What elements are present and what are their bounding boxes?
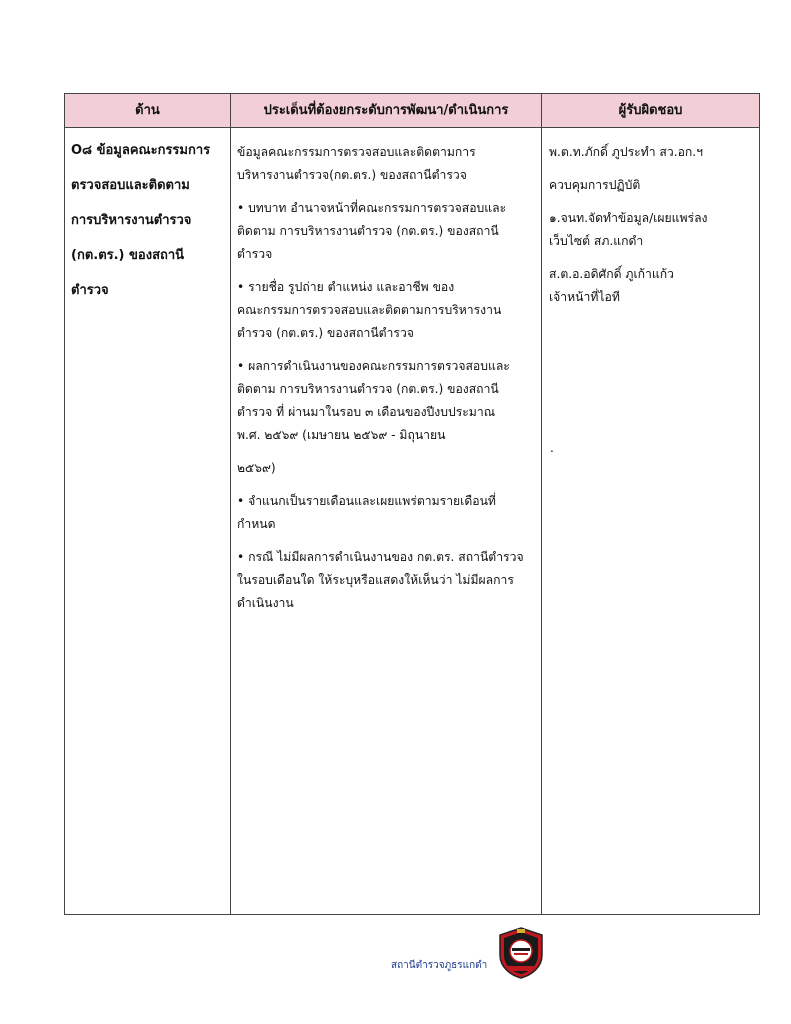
responsible-supervisor: พ.ต.ท.ภักดิ์ ภูประทำ สว.อก.ฯ bbox=[549, 145, 703, 159]
topic-line: ตำรวจ bbox=[71, 283, 109, 298]
text-line: ติดตาม การบริหารงานตำรวจ (กต.ตร.) ของสถานี bbox=[237, 382, 499, 396]
header-responsible: ผู้รับผิดชอบ bbox=[618, 103, 683, 118]
bullet-no-results bbox=[237, 546, 537, 615]
text-line: ตำรวจ bbox=[237, 247, 273, 261]
topic-line: O๘ ข้อมูลคณะกรรมการ bbox=[71, 143, 211, 158]
column-divider-2 bbox=[541, 94, 542, 914]
header-issues: ประเด็นที่ต้องยกระดับการพัฒนา/ดำเนินการ bbox=[263, 103, 509, 118]
topic-line: การบริหารงานตำรวจ bbox=[71, 213, 192, 228]
stray-dot: . bbox=[550, 441, 554, 455]
topic-cell bbox=[71, 141, 229, 316]
header-aspect: ด้าน bbox=[135, 103, 160, 118]
text-line: • จำแนกเป็นรายเดือนและเผยแพร่ตามรายเดือนที่ bbox=[237, 494, 496, 508]
text-line: พ.ศ. ๒๕๖๙ (เมษายน ๒๕๖๙ - มิถุนายน bbox=[237, 428, 446, 442]
text-line: กำหนด bbox=[237, 517, 276, 531]
bullet-results bbox=[237, 355, 537, 447]
column-divider-1 bbox=[230, 94, 231, 914]
text-line: ๒๕๖๙) bbox=[237, 461, 276, 475]
text-line: • ผลการดำเนินงานของคณะกรรมการตรวจสอบและ bbox=[237, 359, 510, 373]
responsibility-table bbox=[64, 93, 760, 915]
text-line: บริหารงานตำรวจ(กต.ตร.) ของสถานีตำรวจ bbox=[237, 168, 467, 182]
text-line: ติดตาม การบริหารงานตำรวจ (กต.ตร.) ของสถานี bbox=[237, 224, 499, 238]
footer-station-name: สถานีตำรวจภูธรแกดำ bbox=[391, 960, 488, 971]
text-line: ดำเนินงาน bbox=[237, 596, 294, 610]
issues-cell bbox=[237, 141, 537, 625]
responsible-staff-duty bbox=[549, 207, 754, 253]
text-line: ตำรวจ ที่ ผ่านมาในรอบ ๓ เดือนของปีงบประมาณ bbox=[237, 405, 495, 419]
text-line: คณะกรรมการตรวจสอบและติดตามการบริหารงาน bbox=[237, 303, 502, 317]
bullet-results-year bbox=[237, 457, 537, 480]
police-station-emblem-icon bbox=[496, 927, 546, 979]
text-line: • กรณี ไม่มีผลการดำเนินงานของ กต.ตร. สถานีตำรวจ bbox=[237, 550, 524, 564]
text-line: ในรอบเดือนใด ให้ระบุหรือแสดงให้เห็นว่า ไม่มีผลการ bbox=[237, 573, 514, 587]
text-line: เว็บไซต์ สภ.แกดำ bbox=[549, 234, 644, 248]
text-line: เจ้าหน้าที่ไอที bbox=[549, 290, 620, 304]
text-line: ๑.จนท.จัดทำข้อมูล/เผยแพร่ลง bbox=[549, 211, 708, 225]
text-line: ส.ต.อ.อดิศักดิ์ ภูเก้าแก้ว bbox=[549, 267, 674, 281]
bullet-role bbox=[237, 197, 537, 266]
issues-intro bbox=[237, 141, 537, 187]
text-line: ตำรวจ (กต.ตร.) ของสถานีตำรวจ bbox=[237, 326, 414, 340]
topic-line: ตรวจสอบและติดตาม bbox=[71, 178, 190, 193]
responsible-it-officer bbox=[549, 263, 754, 309]
responsible-role: ควบคุมการปฏิบัติ bbox=[549, 178, 641, 192]
bullet-monthly bbox=[237, 490, 537, 536]
text-line: • บทบาท อำนาจหน้าที่คณะกรรมการตรวจสอบและ bbox=[237, 201, 507, 215]
text-line: • รายชื่อ รูปถ่าย ตำแหน่ง และอาชีพ ของ bbox=[237, 280, 455, 294]
text-line: ข้อมูลคณะกรรมการตรวจสอบและติดตามการ bbox=[237, 145, 476, 159]
responsible-cell bbox=[549, 141, 754, 319]
bullet-members bbox=[237, 276, 537, 345]
topic-line: (กต.ตร.) ของสถานี bbox=[71, 248, 185, 263]
